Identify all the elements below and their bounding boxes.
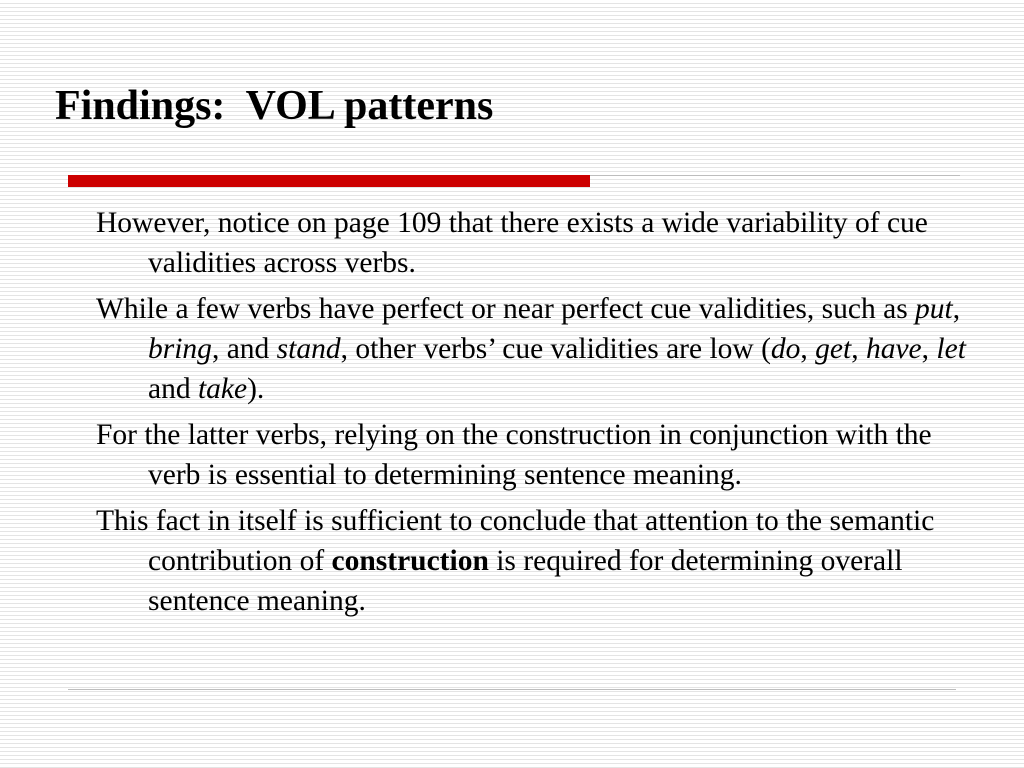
bold-term: construction <box>331 545 489 577</box>
text-run: While a few verbs have perfect or near perfect cue validities, such as <box>96 293 916 325</box>
body-paragraph-2 <box>96 289 976 409</box>
body-paragraph-4 <box>96 501 976 621</box>
italic-verb: have <box>865 333 922 365</box>
italic-verb: take <box>197 373 248 405</box>
body-paragraph-1 <box>96 203 976 283</box>
text-run: , other verbs’ cue validities are low ( <box>340 333 771 365</box>
text-run: is required for determining overall sentence meaning. <box>148 545 903 617</box>
text-run: and <box>148 373 198 405</box>
text-run: This fact in itself is sufficient to conclude that attention to the semantic contribution of <box>96 505 935 577</box>
body-paragraph-3 <box>96 415 976 495</box>
text-run: , and <box>211 333 277 365</box>
slide-title: Findings: VOL patterns <box>55 83 494 129</box>
text-run: For the latter verbs, relying on the construction in conjunction with the verb is essential to determining sentence meaning. <box>96 419 932 491</box>
text-run: , <box>851 333 866 365</box>
text-run: ). <box>247 373 265 405</box>
footer-divider-line <box>68 689 956 690</box>
italic-verb: put <box>915 293 953 325</box>
italic-verb: bring <box>148 333 212 365</box>
title-divider-line <box>590 175 960 176</box>
italic-verb: stand <box>276 333 341 365</box>
italic-verb: do <box>770 333 801 365</box>
slide-body <box>96 203 976 627</box>
italic-verb: let <box>936 333 966 365</box>
text-run: , <box>921 333 937 365</box>
text-run: , <box>800 333 816 365</box>
text-run: , <box>952 293 961 325</box>
title-accent-bar <box>68 175 590 187</box>
italic-verb: get <box>815 333 852 365</box>
text-run: However, notice on page 109 that there exists a wide variability of cue validities across verbs. <box>96 207 928 279</box>
